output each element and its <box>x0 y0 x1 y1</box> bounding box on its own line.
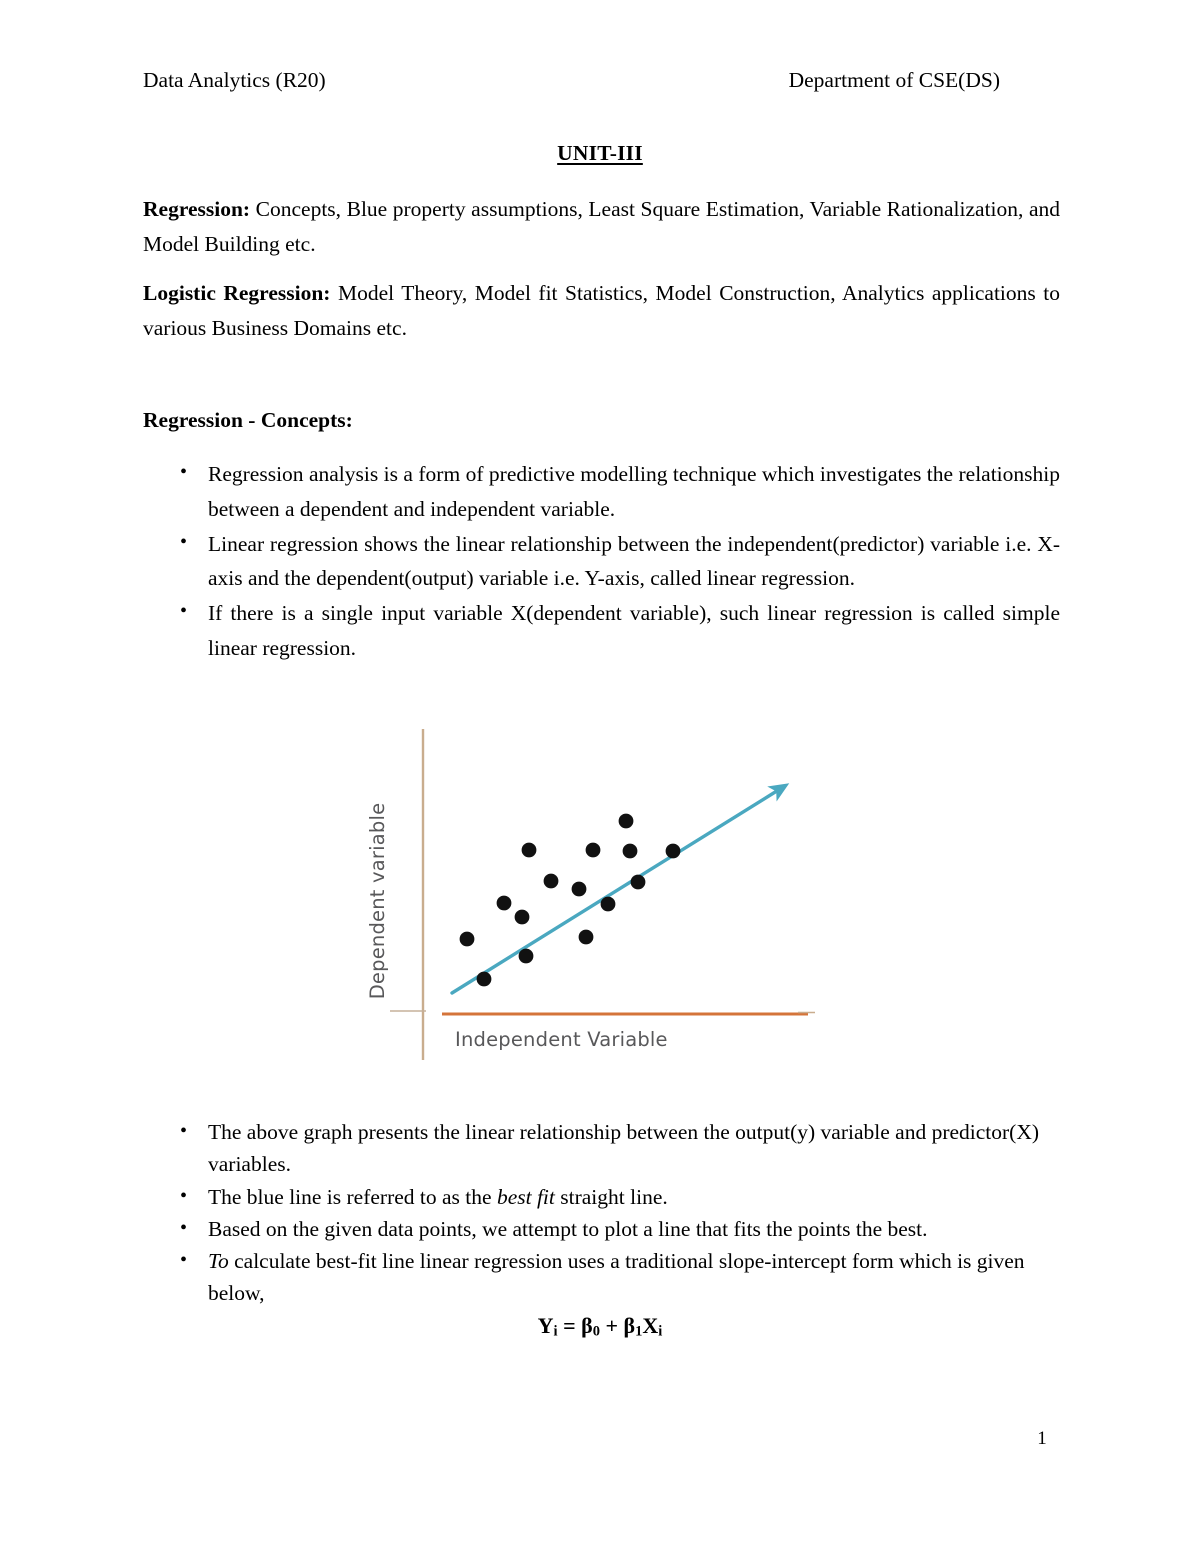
data-point <box>460 932 475 947</box>
linear-regression-scatter-figure <box>366 715 840 1080</box>
bullet-text: The above graph presents the linear relationship between the output(y) variable and predictor(X) variables. <box>208 1120 1040 1177</box>
bullet-text-emphasis: best fit <box>496 1184 555 1209</box>
bullet-text: If there is a single input variable X(dependent variable), such linear regression is called simple linear regression. <box>208 601 1060 661</box>
formula-beta1: β <box>623 1313 636 1338</box>
logistic-regression-syllabus-paragraph <box>143 276 1060 346</box>
bullet-text-part: straight line. <box>554 1184 668 1209</box>
formula-x: X <box>642 1313 659 1338</box>
data-point <box>477 972 492 987</box>
regression-formula <box>0 1313 1200 1341</box>
logistic-regression-topics: Model Theory, Model fit Statistics, Model Construction, Analytics applications to various Business Domains etc. <box>143 281 1060 340</box>
page-number: 1 <box>1037 1428 1047 1449</box>
data-point <box>666 844 681 859</box>
data-point <box>579 930 594 945</box>
list-item <box>143 1245 1060 1310</box>
formula-y-subscript: i <box>553 1323 558 1340</box>
formula-beta0: β <box>581 1313 593 1338</box>
formula-beta0-subscript: 0 <box>592 1323 600 1340</box>
bullet-text: Regression analysis is a form of predictive modelling technique which investigates the relationship between a dependent and independent variable. <box>208 462 1060 521</box>
unit-title-text: UNIT-III <box>557 141 643 165</box>
regression-syllabus-paragraph <box>143 192 1060 262</box>
formula-y: Y <box>537 1313 554 1338</box>
data-point <box>544 874 559 889</box>
data-point <box>522 843 537 858</box>
regression-topics: Concepts, Blue property assumptions, Least Square Estimation, Variable Rationalization, and Model Building etc. <box>143 197 1060 256</box>
summary-bullet-list <box>143 1116 1060 1310</box>
list-item <box>143 596 1060 666</box>
formula-equals: = <box>557 1313 582 1338</box>
regression-label: Regression: <box>143 197 251 221</box>
scatter-chart-svg <box>390 715 840 1080</box>
data-point <box>601 897 616 912</box>
bullet-text: Linear regression shows the linear relationship between the independent(predictor) variable i.e. X-axis and the dependent(output) variable i.e. Y-axis, called linear regression. <box>208 531 1060 591</box>
list-item <box>143 527 1060 597</box>
page-header <box>143 68 1048 94</box>
bullet-text-emphasis: To <box>208 1249 229 1273</box>
header-department: Department of CSE(DS) <box>788 68 1000 92</box>
bullet-text: Based on the given data points, we attempt to plot a line that fits the points the best. <box>208 1216 928 1241</box>
data-point <box>623 844 638 859</box>
logistic-regression-label: Logistic Regression: <box>143 281 331 305</box>
bullet-text-part: calculate best-fit line linear regression uses a traditional slope-intercept form which is given below, <box>208 1249 1025 1306</box>
data-point <box>515 910 530 925</box>
data-point <box>519 949 534 964</box>
list-item <box>143 1116 1060 1181</box>
list-item <box>143 457 1060 527</box>
data-point <box>572 882 587 897</box>
unit-title <box>0 141 1200 166</box>
formula-beta1-subscript: 1 <box>635 1323 643 1340</box>
formula-x-subscript: i <box>658 1323 663 1340</box>
data-point <box>619 814 634 829</box>
section-heading-regression-concepts: Regression - Concepts: <box>143 408 353 432</box>
data-point <box>497 896 512 911</box>
concepts-bullet-list <box>143 457 1060 666</box>
x-axis-label: Independent Variable <box>455 1028 668 1051</box>
list-item <box>143 1213 1060 1245</box>
data-point <box>586 843 601 858</box>
y-axis-label: Dependent variable <box>366 802 389 1000</box>
data-point <box>631 875 646 890</box>
bullet-text-part: The blue line is referred to as the <box>208 1184 497 1209</box>
formula-plus: + <box>600 1313 624 1338</box>
header-course-title: Data Analytics (R20) <box>143 68 326 92</box>
list-item <box>143 1181 1060 1213</box>
